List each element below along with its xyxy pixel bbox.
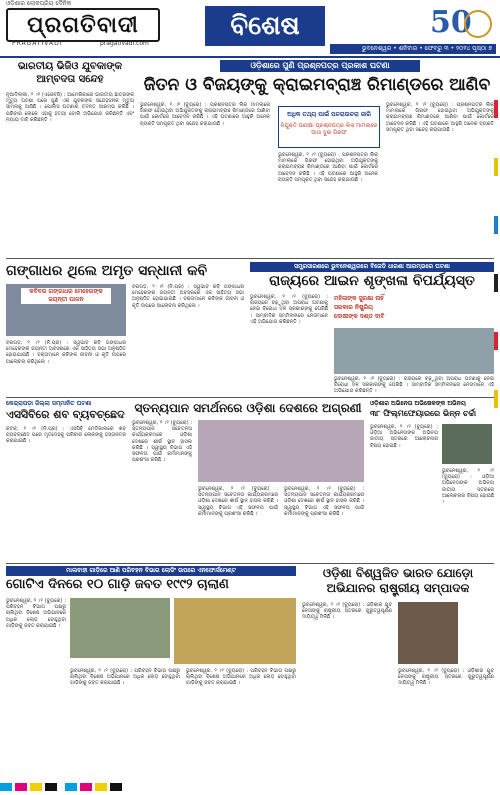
event-banner: କବିବର ଗଙ୍ଗାଧର ମେହେରଙ୍କ ଜୟନ୍ତୀ ପାଳନ [21,288,111,304]
lead-story [140,60,494,255]
story-headline: ୩୮ ଫିଲ୍ମଫେୟାରରେ ଭିନ୍ନ ଚର୍ଚ୍ଚା [370,408,477,418]
story-kicker: ମାଲବାହୀ ଗାଡ଼ିରେ ଆଣି ପରିବହନ ବିଭାଗ ଲୋଡିଂ ଉପରେ ଏନଫୋର୍ସମେଣ୍ଟ [6,566,296,576]
story-headline: ସ୍ତନ୍ୟପାନ ସମର୍ଥନରେ ଓଡ଼ିଶା ଦେଶରେ ଅଗ୍ରଣୀ [134,401,362,415]
story-body-col2: ଭୁବନେଶ୍ୱର, ୨ ।୨ (ବ୍ୟୁରୋ) : ପରିବହନ ବିଭାଗ ପକ୍ଷରୁ ଚାଲିଥିବା ବିଶେଷ ଅଭିଯାନରେ ଅଧିକ ଲୋଡ଼ ବୋହୁଥିବା ଗାଡ଼ିଙ୍କୁ ଜବତ କରାଯାଇଛି । [70,668,180,687]
section-title: ବିଶେଷ [205,6,325,46]
story-headline: ଏସସିବିରେ ଶବ ବ୍ୟବଚ୍ଛେଦ [6,408,125,421]
story-headline: ଭାରତୀୟ ଭିଜିଓ ଯୁବକାଙ୍କ ଆମ୍ବଦତା ସନ୍ଦେହ [17,61,123,85]
story-vehicles [6,566,296,774]
color-calibration-strip [0,776,500,786]
registration-marks [494,100,498,780]
site-url: pragativadi.com [100,40,149,47]
story-body: କଟକ, ୨ ।୨ (ନି.ପ୍ର) : ଏସସିବି ମେଡିକାଲରେ ଶବ ବ୍ୟବଚ୍ଛେଦ ପରେ ମୃତଦେହକୁ ପରିବାର ଲୋକଙ୍କୁ ହସ୍ତାନ୍ତର କରାଯାଇଛି । [6,426,126,445]
story-body: ଭୁବନେଶ୍ୱର, ୨ ।୨ (ବ୍ୟୁରୋ) : ରାଜ୍ୟରେ ବଢ଼ୁଥିବା ଅପରାଧ ଘଟଣାକୁ ନେଇ ବିରୋଧୀ ଦଳ ସରକାରଙ୍କୁ ଘେରିଛି । ସାମ୍ବାଦିକ ସମ୍ମିଳନୀରେ ନେତାମାନେ ଏହି ଅଭିଯୋଗ କରିଛନ୍ତି । [250,294,328,325]
lead-body-col3: ଭୁବନେଶ୍ୱର, ୨ ।୨ (ବ୍ୟୁରୋ) : ପ୍ରଶ୍ନପତ୍ର ଲିକ୍ ମାମଲାରେ ଗିରଫ ହୋଇଥିବା ଅଭିଯୁକ୍ତଙ୍କୁ କ୍ରାଇମବ୍ରାଞ୍ଚ ରିମାଣ୍ଡରେ ଆଣିବା ପାଇଁ କୋର୍ଟରେ ଆବେଦନ କରିଛି । ଏହି ଘଟଣାରେ ଆହୁରି ଅନେକ ବ୍ୟକ୍ତି ସମ୍ପୃକ୍ତ ଥିବା ସନ୍ଦେହ କରାଯାଉଛି । [386,102,494,133]
story-body-col2: ଭୁବନେଶ୍ୱର, ୨ ।୨ (ବ୍ୟୁରୋ) : ସ୍ତନ୍ୟପାନ ସଚେତନତା କାର୍ଯ୍ୟକ୍ରମରେ ଓଡ଼ିଶା ଦେଶରେ ଶୀର୍ଷ ସ୍ଥାନ ହାସଲ କରିଛି । ସ୍ୱାସ୍ଥ୍ୟ ବିଭାଗ ଏହି ସଫଳତା ପାଇଁ କର୍ମୀମାନଙ୍କୁ ପ୍ରଶଂସା କରିଛି । [198,486,278,517]
bullet-item: ଦୋଷୀଙ୍କ ଦଣ୍ଡ ଦାବି [334,313,385,320]
lead-inset: ନିଯୁକ୍ତି ପରୀକ୍ଷା ପ୍ରଶ୍ନପତ୍ର ଲିକ୍ ମାମଲାରେ ଆଉ ଦୁଇ ଗିରଫ [280,123,378,136]
seized-truck-photo [70,598,170,658]
story-body: ଭୁବନେଶ୍ୱର, ୨ ।୨ (ବ୍ୟୁରୋ) : ଓଡ଼ିଆ ଅଭିନେତାଙ୍କ ଅଭିନୟ ଜାତୀୟ ସ୍ତରରେ ଆଲୋଚନାର ବିଷୟ ହୋଇଛି । [370,424,438,449]
story-body-col2: ଭୁବନେଶ୍ୱର, ୨ ।୨ (ବ୍ୟୁରୋ) : ରାଜ୍ୟରେ ବଢ଼ୁଥିବା ଅପରାଧ ଘଟଣାକୁ ନେଇ ବିରୋଧୀ ଦଳ ସରକାରଙ୍କୁ ଘେରିଛି । ସାମ୍ବାଦିକ ସମ୍ମିଳନୀରେ ନେତାମାନେ ଏହି ଅଭିଯୋଗ କରିଛନ୍ତି । [334,376,494,394]
story-law-order [250,262,494,394]
story-breastfeeding [132,400,364,560]
story-bharat-jodo [302,566,494,774]
lead-headline: ଜିତନ ଓ ବିଜୟଙ୍କୁ କ୍ରାଇମବ୍ରାଞ୍ଚ ରିମାଣ୍ଡରେ ଆଣିବ [143,75,491,95]
divider [6,563,494,564]
story-headline: ଗୋଟିଏ ଦିନରେ ୧୦ ଗାଡ଼ି ଜବତ ୧୯୯୨ ଚାଲାଣ [6,577,229,592]
story-body: ଭୁବନେଶ୍ୱର, ୨ ।୨ (ବ୍ୟୁରୋ) : ସ୍ତନ୍ୟପାନ ସଚେତନତା କାର୍ଯ୍ୟକ୍ରମରେ ଓଡ଼ିଶା ଦେଶରେ ଶୀର୍ଷ ସ୍ଥାନ ହାସଲ କରିଛି । ସ୍ୱାସ୍ଥ୍ୟ ବିଭାଗ ଏହି ସଫଳତା ପାଇଁ କର୍ମୀମାନଙ୍କୁ ପ୍ରଶଂସା କରିଛି । [132,420,192,464]
story-body: ବରଗଡ଼, ୨ ।୨ (ନି.ପ୍ର) : ସ୍ୱଭାବ କବି ଗଙ୍ଗାଧର ମେହେରଙ୍କ ଜୟନ୍ତୀ ଅବସରରେ ଏକ ସାହିତ୍ୟ ସଭା ଅନୁଷ୍ଠିତ ହୋଇଯାଇଛି । ବକ୍ତାମାନେ କବିଙ୍କ ଜୀବନୀ ଓ କୃତି ଉପରେ ଆଲୋଚନା କରିଥିଲେ । [6,340,126,365]
truck-photo [174,598,296,664]
story-headline: ରାଜ୍ୟରେ ଆଇନ ଶୃଙ୍ଖଳା ବିପର୍ଯ୍ୟସ୍ତ [269,273,475,289]
badge-ring-icon [464,10,492,38]
event-photo [6,284,126,336]
newspaper-logo: ପ୍ରଗତିବାଦୀ [6,8,160,42]
story-filmfare [370,400,494,560]
event-photo [198,420,364,482]
actor-photo [442,424,492,464]
story-kicker: ସମ୍ପ୍ରସାରଣରେ ଭୁବନେଶ୍ୱରରେ ବିଜେଡି ଧାରଣା ଆରମ୍ଭରେ ଘଟଣା [250,262,494,272]
portrait-photo [398,602,458,664]
divider [6,397,494,398]
logo-latin: PRAGATIVADI [12,40,63,47]
story-body-col3: ଭୁବନେଶ୍ୱର, ୨ ।୨ (ବ୍ୟୁରୋ) : ପରିବହନ ବିଭାଗ ପକ୍ଷରୁ ଚାଲିଥିବା ବିଶେଷ ଅଭିଯାନରେ ଅଧିକ ଲୋଡ଼ ବୋହୁଥିବା ଗାଡ଼ିଙ୍କୁ ଜବତ କରାଯାଇଛି । [186,668,296,687]
story-kicker: ଓଡ଼ିଶାର ଅଭିନେତା ଅଭିଷେକଙ୍କ ଅଭିନୟ [370,400,466,407]
press-meet-photo [334,328,494,374]
divider [6,258,494,259]
story-gangadhar [6,262,244,394]
masthead-rule [0,56,500,58]
story-body-col3: ଭୁବନେଶ୍ୱର, ୨ ।୨ (ବ୍ୟୁରୋ) : ସ୍ତନ୍ୟପାନ ସଚେତନତା କାର୍ଯ୍ୟକ୍ରମରେ ଓଡ଼ିଶା ଦେଶରେ ଶୀର୍ଷ ସ୍ଥାନ ହାସଲ କରିଛି । ସ୍ୱାସ୍ଥ୍ୟ ବିଭାଗ ଏହି ସଫଳତା ପାଇଁ କର୍ମୀମାନଙ୍କୁ ପ୍ରଶଂସା କରିଛି । [284,486,364,517]
story-body: ଭୁବନେଶ୍ୱର, ୨ ।୨ (ବ୍ୟୁରୋ) : ପରିବହନ ବିଭାଗ ପକ୍ଷରୁ ଚାଲିଥିବା ବିଶେଷ ଅଭିଯାନରେ ଅଧିକ ଲୋଡ଼ ବୋହୁଥିବା ଗାଡ଼ିଙ୍କୁ ଜବତ କରାଯାଇଛି । [6,598,66,629]
lead-kicker: ଓଡ଼ିଶାରେ ପୁଣି ପ୍ରଶ୍ନପତ୍ର ପ୍ରକାଶ ଘଟଣା [220,60,420,72]
lead-body-col1: ଭୁବନେଶ୍ୱର, ୨ ।୨ (ବ୍ୟୁରୋ) : ପ୍ରଶ୍ନପତ୍ର ଲିକ୍ ମାମଲାରେ ଗିରଫ ହୋଇଥିବା ଅଭିଯୁକ୍ତଙ୍କୁ କ୍ରାଇମବ୍ରାଞ୍ଚ ରିମାଣ୍ଡରେ ଆଣିବା ପାଇଁ କୋର୍ଟରେ ଆବେଦନ କରିଛି । ଏହି ଘଟଣାରେ ଆହୁରି ଅନେକ ବ୍ୟକ୍ତି ସମ୍ପୃକ୍ତ ଥିବା ସନ୍ଦେହ କରାଯାଉଛି । [140,102,270,127]
badge-number: 50 [430,5,472,40]
story-body: ନୂଆଦିଲ୍ଲୀ, ୨ ।୧ (ଏଜେନ୍ସି) : ଆମେରିକାରେ ଭାରତୀୟ ଛାତ୍ରଙ୍କ ମୃତ୍ୟୁ ଘଟଣା ପରେ ପୁଣି ଏକ ଯୁବକଙ୍କ ସନ୍ଦେହଜନକ ମୃତ୍ୟୁ ସାମ୍ନାକୁ ଆସିଛି । ପୋଲିସ ଘଟଣାର ତଦନ୍ତ ଆରମ୍ଭ କରିଛି । ପରିବାର ଲୋକେ ଏହାକୁ ହତ୍ୟା ବୋଲି ଅଭିଯୋଗ କରିଛନ୍ତି ଏବଂ ନ୍ୟାୟ ଦାବି କରିଛନ୍ତି । [6,92,134,123]
masthead-tagline: ଓଡ଼ିଶାର ଲୋକପ୍ରିୟ ଦୈନିକ [6,0,72,7]
lead-inset-box [278,106,380,148]
bullet-item: ସରକାର ନିଷ୍କ୍ରିୟ [334,304,373,311]
story-kicker: କେନ୍ଦ୍ରାପଡ଼ା ଜିଲ୍ଲା ସମ୍ମାନିତ ଘଟଣା [6,400,92,407]
story-body-col2: ଭୁବନେଶ୍ୱର, ୨ ।୨ (ବ୍ୟୁରୋ) : ଓଡ଼ିଆ ଅଭିନେତାଙ୍କ ଅଭିନୟ ଜାତୀୟ ସ୍ତରରେ ଆଲୋଚନାର ବିଷୟ ହୋଇଛି । [442,468,494,506]
anniversary-badge [430,4,492,42]
story-left-top [6,60,134,255]
lead-body-col2: ଭୁବନେଶ୍ୱର, ୨ ।୨ (ବ୍ୟୁରୋ) : ପ୍ରଶ୍ନପତ୍ର ଲିକ୍ ମାମଲାରେ ଗିରଫ ହୋଇଥିବା ଅଭିଯୁକ୍ତଙ୍କୁ କ୍ରାଇମବ୍ରାଞ୍ଚ ରିମାଣ୍ଡରେ ଆଣିବା ପାଇଁ କୋର୍ଟରେ ଆବେଦନ କରିଛି । ଏହି ଘଟଣାରେ ଆହୁରି ଅନେକ ବ୍ୟକ୍ତି ସମ୍ପୃକ୍ତ ଥିବା ସନ୍ଦେହ କରାଯାଉଛି । [278,152,378,183]
story-body: ଭୁବନେଶ୍ୱର, ୨ ।୨ (ବ୍ୟୁରୋ) : ଓଡ଼ିଶାର ଯୁବ ନେତାଙ୍କୁ ରାଷ୍ଟ୍ରୀୟ ସ୍ତରରେ ଗୁରୁତ୍ୱପୂର୍ଣ୍ଣ ଦାୟିତ୍ୱ ମିଳିଛି । [302,602,392,621]
story-headline: ଗଙ୍ଗାଧର ଥିଲେ ଅମୃତ ସନ୍ଧାନୀ କବି [6,263,208,279]
story-body-col2: ବରଗଡ଼, ୨ ।୨ (ନି.ପ୍ର) : ସ୍ୱଭାବ କବି ଗଙ୍ଗାଧର ମେହେରଙ୍କ ଜୟନ୍ତୀ ଅବସରରେ ଏକ ସାହିତ୍ୟ ସଭା ଅନୁଷ୍ଠିତ ହୋଇଯାଇଛି । ବକ୍ତାମାନେ କବିଙ୍କ ଜୀବନୀ ଓ କୃତି ଉପରେ ଆଲୋଚନା କରିଥିଲେ । [132,284,244,309]
story-body-col2: ଭୁବନେଶ୍ୱର, ୨ ।୨ (ବ୍ୟୁରୋ) : ଓଡ଼ିଶାର ଯୁବ ନେତାଙ୍କୁ ରାଷ୍ଟ୍ରୀୟ ସ୍ତରରେ ଗୁରୁତ୍ୱପୂର୍ଣ୍ଣ ଦାୟିତ୍ୱ ମିଳିଛି । [398,668,494,687]
dateline: ଭୁବନେଶ୍ୱର • ଶନିବାର • ଫେବ୍ରୁ ୩ • ୨୦୨୪ ପୃଷ୍ଠା ୭ [330,44,496,54]
bullet-list [334,294,444,324]
lead-subhead: ଅଧିକ ତଥ୍ୟ ପାଇଁ ପଚରାଉଚରା ଜାରି [287,111,371,118]
bullet-item: ମହିଳାଙ୍କ ସୁରକ୍ଷା ନାହିଁ [334,295,384,302]
masthead [0,0,500,56]
story-headline: ଓଡ଼ିଶା ବିଶ୍ୱଜିତ ଭାରତ ଯୋଡ଼ୋ ଅଭିଯାନର ରାଷ୍ଟ୍ରୀୟ ସମ୍ପାଦକ [322,566,474,595]
story-scb [6,400,126,560]
